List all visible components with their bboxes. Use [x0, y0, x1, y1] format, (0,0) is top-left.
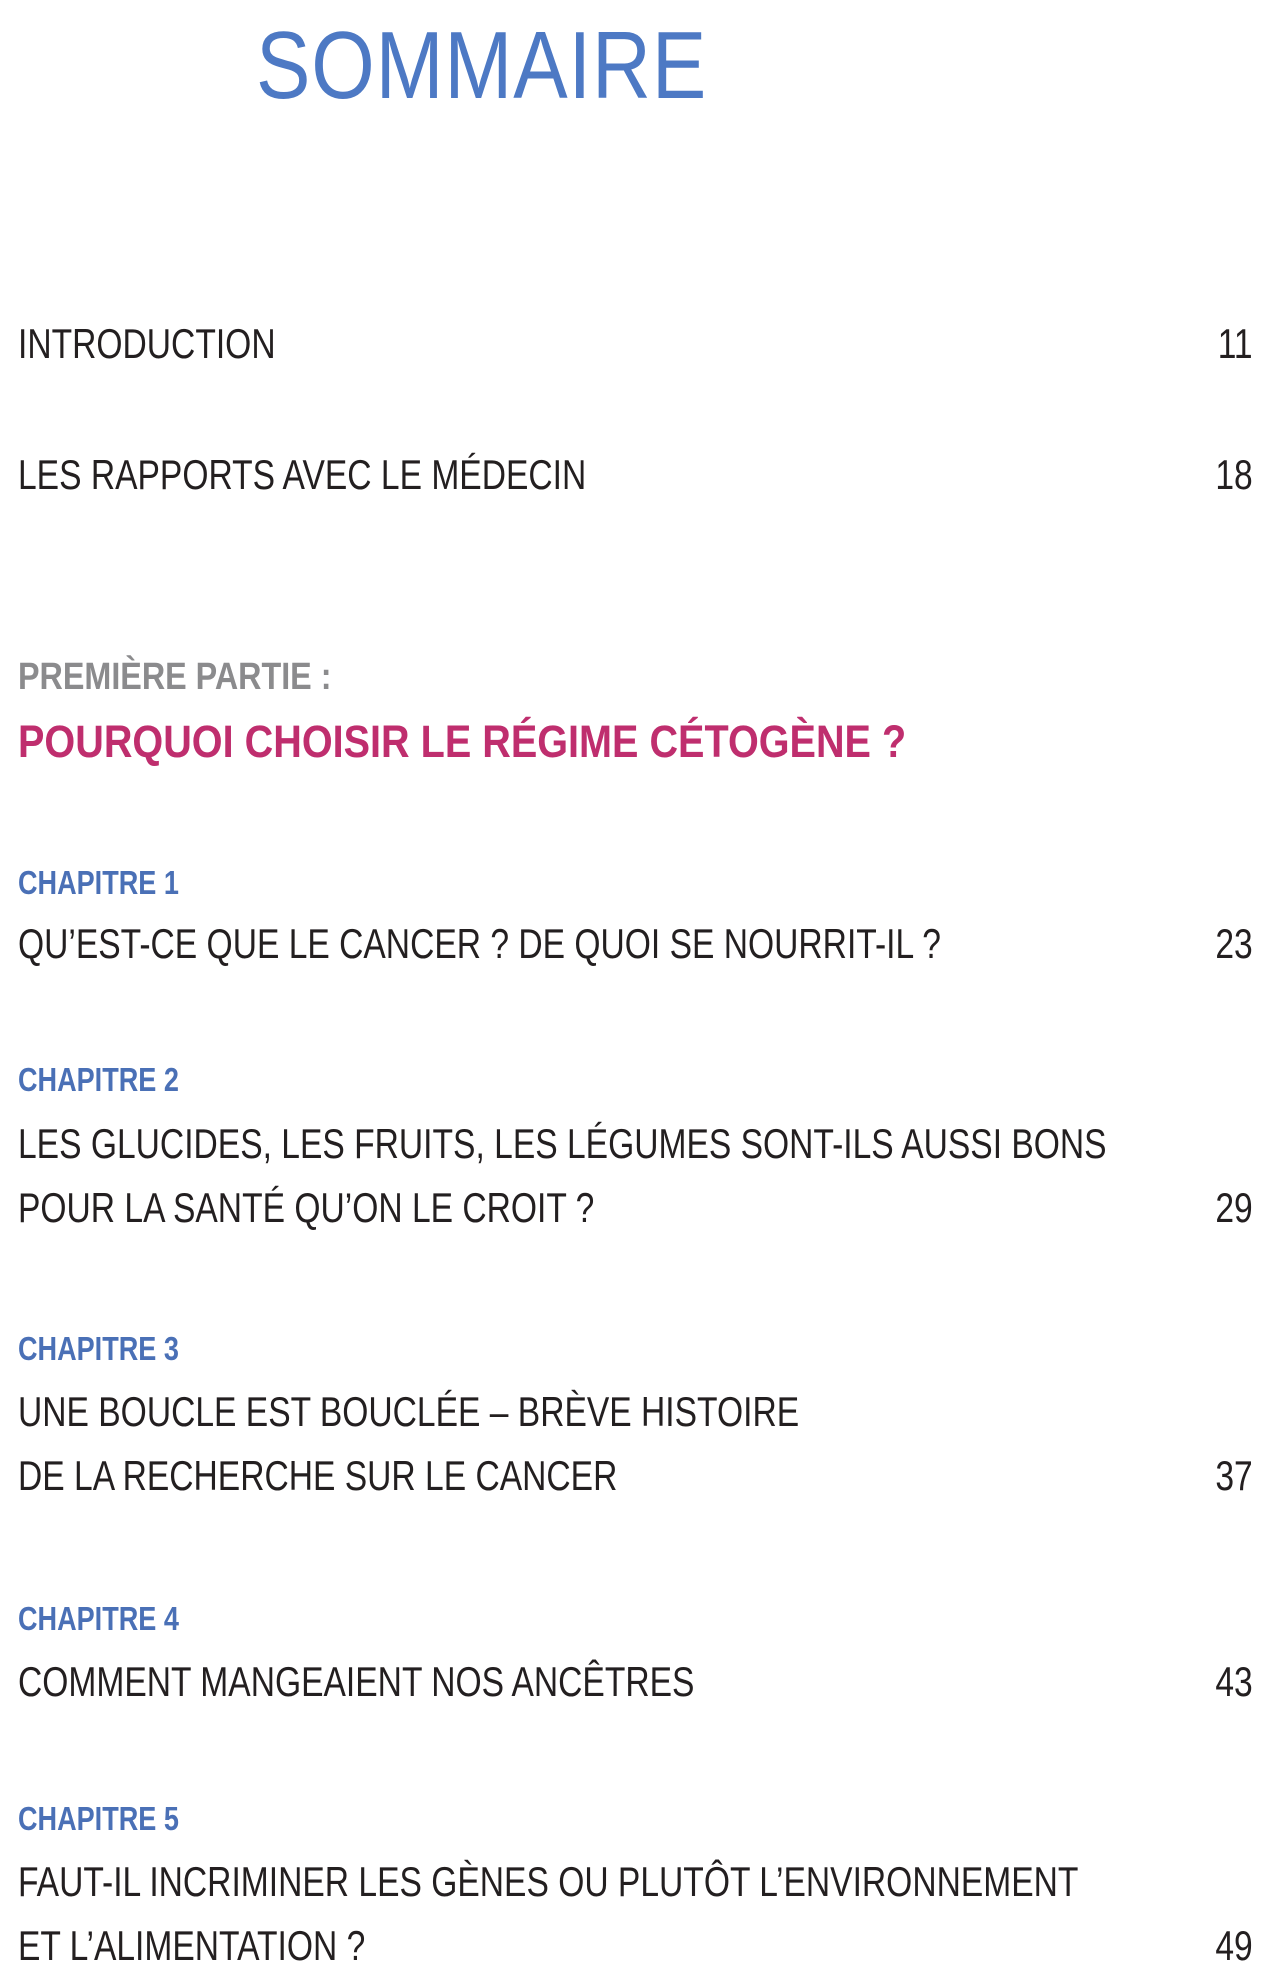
entry-title: INTRODUCTION [18, 320, 276, 367]
toc-entry [18, 920, 1253, 967]
page-number: 23 [1215, 920, 1253, 967]
entry-title: LES RAPPORTS AVEC LE MÉDECIN [18, 451, 587, 498]
page-number: 37 [1215, 1452, 1253, 1499]
part-label: PREMIÈRE PARTIE : [18, 656, 332, 698]
chapter-label: CHAPITRE 5 [18, 1800, 179, 1837]
page-number: 29 [1215, 1184, 1253, 1231]
entry-title: DE LA RECHERCHE SUR LE CANCER [18, 1452, 618, 1499]
toc-entry [18, 1922, 1253, 1969]
entry-title: POUR LA SANTÉ QU’ON LE CROIT ? [18, 1184, 595, 1231]
chapter-label: CHAPITRE 3 [18, 1330, 179, 1367]
chapter-label: CHAPITRE 2 [18, 1061, 179, 1098]
chapter-label: CHAPITRE 1 [18, 864, 179, 901]
chapter-label: CHAPITRE 4 [18, 1600, 179, 1637]
toc-entry [18, 451, 1253, 498]
toc-entry [18, 1658, 1253, 1705]
entry-title: COMMENT MANGEAIENT NOS ANCÊTRES [18, 1658, 695, 1705]
page-title: SOMMAIRE [256, 12, 708, 119]
entry-title: LES GLUCIDES, LES FRUITS, LES LÉGUMES SONT-ILS AUSSI BONS [18, 1120, 1107, 1167]
page-number: 43 [1215, 1658, 1253, 1705]
toc-entry [18, 1452, 1253, 1499]
toc-entry [18, 1858, 1253, 1905]
page-number: 49 [1215, 1922, 1253, 1969]
page-number: 11 [1218, 320, 1253, 367]
toc-entry [18, 1388, 1253, 1435]
toc-entry [18, 1120, 1253, 1167]
page-number: 18 [1215, 451, 1253, 498]
entry-title: UNE BOUCLE EST BOUCLÉE – BRÈVE HISTOIRE [18, 1388, 800, 1435]
entry-title: ET L’ALIMENTATION ? [18, 1922, 366, 1969]
entry-title: FAUT-IL INCRIMINER LES GÈNES OU PLUTÔT L’ENVIRONNEMENT [18, 1858, 1079, 1905]
part-title: POURQUOI CHOISIR LE RÉGIME CÉTOGÈNE ? [18, 716, 907, 767]
toc-entry [18, 1184, 1253, 1231]
toc-entry [18, 320, 1253, 367]
entry-title: QU’EST-CE QUE LE CANCER ? DE QUOI SE NOURRIT-IL ? [18, 920, 941, 967]
